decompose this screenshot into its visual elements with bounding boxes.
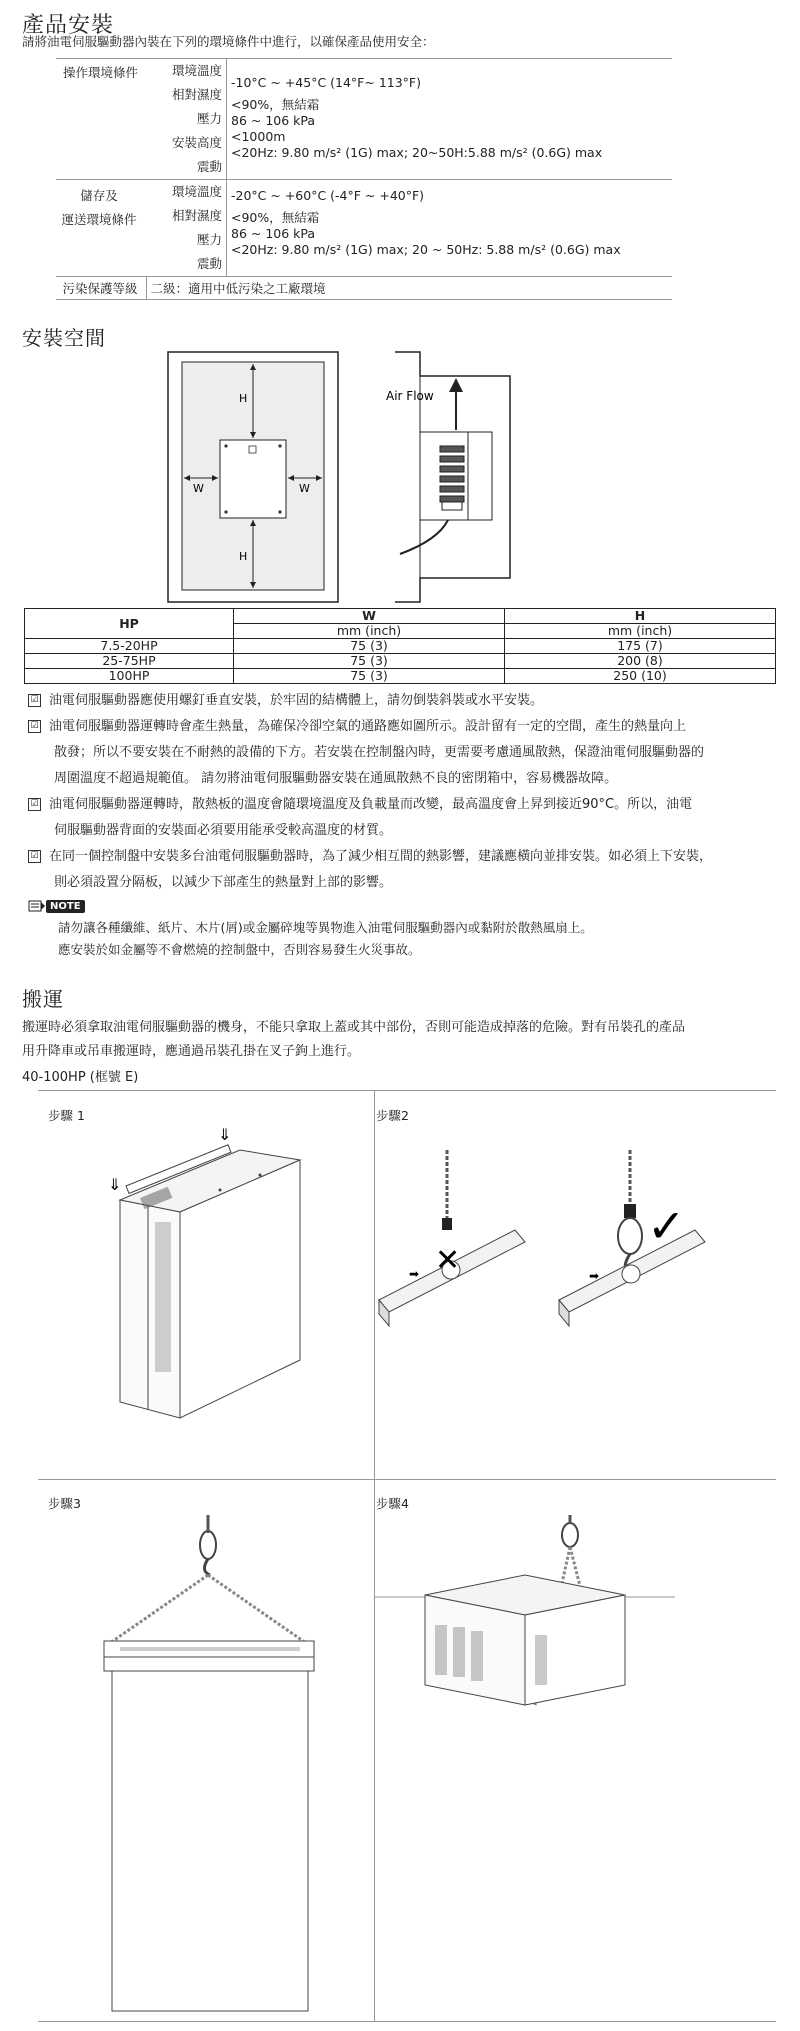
env-value: 86 ~ 106 kPa <box>231 113 316 128</box>
env-label: 相對濕度 <box>171 208 222 223</box>
list-item <box>28 688 788 714</box>
env-value: <90%，無結霜 <box>231 97 320 112</box>
cell-hp: 100HP <box>25 669 234 684</box>
arrow-down-icon: ⇓ <box>218 1125 232 1144</box>
table-row <box>25 654 776 669</box>
checklist-text: 在同一個控制盤中安裝多台油電伺服驅動器時，為了減少相互間的熱影響，建議應橫向並排安裝。如必須上下安裝， <box>49 849 713 864</box>
cell-h: 200 (8) <box>505 654 776 669</box>
env-row-pollution <box>56 277 672 300</box>
checkbox-icon: ☑ <box>28 694 41 707</box>
transport-line: 用升降車或吊車搬運時，應通過吊裝孔掛在叉子鉤上進行。 <box>22 1044 361 1059</box>
frame-label: 40-100HP (框號 E) <box>22 1070 139 1085</box>
checkbox-icon: ☑ <box>28 850 41 863</box>
checkbox-icon: ☑ <box>28 798 41 811</box>
wrong-hook-method <box>379 1150 525 1326</box>
env-label: 相對濕度 <box>171 87 222 102</box>
cell-w: 75 (3) <box>234 669 505 684</box>
transport-line: 搬運時必須拿取油電伺服驅動器的機身，不能只拿取上蓋或其中部份，否則可能造成掉落的危險。對有吊裝孔的產品 <box>22 1020 686 1035</box>
checkbox-icon: ☑ <box>28 720 41 733</box>
table-row <box>25 639 776 654</box>
env-values-operation <box>227 59 673 180</box>
note-text: 請勿讓各種纖維、紙片、木片(屑)或金屬碎塊等異物進入油電伺服驅動器內或黏附於散熱風扇上。 <box>58 920 593 935</box>
note-block <box>28 898 593 961</box>
env-value: 86 ~ 106 kPa <box>231 226 316 241</box>
checklist-text: 伺服驅動器背面的安裝面必須要用能承受較高溫度的材質。 <box>54 823 393 838</box>
checklist-text: 油電伺服驅動器運轉時會產生熱量，為確保冷卻空氣的通路應如圖所示。設計留有一定的空間，產生的熱量向上 <box>49 719 687 734</box>
chain-right <box>208 1575 306 1643</box>
env-category-line: 運送環境條件 <box>61 212 137 227</box>
install-checklist <box>28 688 788 896</box>
step-3-illustration <box>90 1515 330 2015</box>
arrow-right-icon: ➡ <box>409 1267 420 1281</box>
drive-body <box>112 1671 308 2011</box>
drive-front <box>220 440 286 518</box>
airflow-label: Air Flow <box>386 389 434 403</box>
env-category-line: 儲存及 <box>80 188 118 203</box>
step-4-illustration <box>375 1515 675 1715</box>
env-value: <20Hz: 9.80 m/s² (1G) max; 20~50H:5.88 m/s² (0.6G) max <box>231 145 603 160</box>
env-label: 安裝高度 <box>171 135 222 150</box>
check-icon: ✓ <box>647 1199 686 1253</box>
clearance-diagram <box>160 350 560 608</box>
w-right-label: W <box>299 482 310 495</box>
h-top-label: H <box>239 392 248 405</box>
table-row <box>25 669 776 684</box>
env-value: -20°C ~ +60°C (-4°F ~ +40°F) <box>231 188 425 203</box>
crane-hook <box>204 1559 210 1575</box>
cell-w: 75 (3) <box>234 654 505 669</box>
list-item <box>28 792 788 844</box>
environment-table <box>56 58 672 300</box>
cell-h: 250 (10) <box>505 669 776 684</box>
clearance-header-h: H <box>505 609 776 624</box>
checklist-text: 散發；所以不要安裝在不耐熱的設備的下方。若安裝在控制盤內時，更需要考慮通風散熱，保證油電伺服驅動器的 <box>54 745 705 760</box>
cell-w: 75 (3) <box>234 639 505 654</box>
step-3-label: 步驟3 <box>48 1496 81 1511</box>
list-item <box>28 844 788 896</box>
clearance-header-hp: HP <box>25 609 234 639</box>
step-4-label: 步驟4 <box>376 1496 409 1511</box>
note-text: 應安裝於如金屬等不會燃燒的控制盤中，否則容易發生火災事故。 <box>58 942 421 957</box>
env-label: 震動 <box>196 256 222 271</box>
arrow-right-icon: ➡ <box>589 1269 600 1283</box>
env-value: <1000m <box>231 129 286 144</box>
chain-left <box>110 1575 208 1643</box>
clearance-unit-h: mm (inch) <box>505 624 776 639</box>
cable <box>400 520 448 554</box>
env-values-storage <box>227 180 673 277</box>
step-1-illustration <box>100 1125 320 1430</box>
transport-text <box>22 1016 685 1064</box>
env-category-storage <box>56 180 146 277</box>
checklist-text: 油電伺服驅動器應使用螺釘垂直安裝，於牢固的結構體上，請勿倒裝斜裝或水平安裝。 <box>49 693 544 708</box>
env-row-operation <box>56 59 672 180</box>
env-value: <20Hz: 9.80 m/s² (1G) max; 20 ~ 50Hz: 5.88 m/s² (0.6G) max <box>231 242 621 257</box>
env-label: 壓力 <box>196 111 222 126</box>
transport-title: 搬運 <box>22 987 64 1011</box>
clearance-unit-w: mm (inch) <box>234 624 505 639</box>
step-1-label: 步驟 1 <box>48 1108 85 1123</box>
w-left-label: W <box>193 482 204 495</box>
env-value-pollution: 二級：適用中低污染之工廠環境 <box>146 277 672 300</box>
install-intro: 請將油電伺服驅動器內裝在下列的環境條件中進行，以確保產品使用安全： <box>22 34 435 49</box>
env-label: 壓力 <box>196 232 222 247</box>
env-value: <90%，無結霜 <box>231 210 320 225</box>
env-category-pollution: 污染保護等級 <box>56 277 146 300</box>
h-bottom-label: H <box>239 550 248 563</box>
cross-icon: ✕ <box>435 1243 461 1278</box>
space-title: 安裝空間 <box>22 326 106 350</box>
note-icon <box>28 899 85 913</box>
env-label: 震動 <box>196 159 222 174</box>
step-2-illustration <box>375 1130 686 1360</box>
install-title: 產品安裝 <box>22 13 115 38</box>
cell-hp: 25-75HP <box>25 654 234 669</box>
env-row-storage <box>56 180 672 277</box>
checklist-text: 周圍溫度不超過規範值。 請勿將油電伺服驅動器安裝在通風散熱不良的密閉箱中，容易機器故障。 <box>54 771 618 786</box>
clearance-table <box>24 608 776 684</box>
cell-h: 175 (7) <box>505 639 776 654</box>
list-item <box>28 714 788 792</box>
arrow-down-icon: ⇓ <box>108 1175 122 1194</box>
clearance-header-row <box>25 609 776 624</box>
clearance-header-w: W <box>234 609 505 624</box>
env-labels-storage <box>146 180 227 277</box>
checklist-text: 則必須設置分隔板，以減少下部產生的熱量對上部的影響。 <box>54 875 393 890</box>
checklist-text: 油電伺服驅動器運轉時，散熱板的溫度會隨環境溫度及負載量而改變，最高溫度會上昇到接近90°C。所以，油電 <box>49 797 693 812</box>
env-labels-operation <box>146 59 227 180</box>
env-label: 環境溫度 <box>171 63 222 78</box>
env-category-operation: 操作環境條件 <box>56 59 146 180</box>
cell-hp: 7.5-20HP <box>25 639 234 654</box>
note-badge: NOTE <box>46 900 85 913</box>
step-2-label: 步驟2 <box>376 1108 409 1123</box>
env-label: 環境溫度 <box>171 184 222 199</box>
env-value: -10°C ~ +45°C (14°F~ 113°F) <box>231 75 421 90</box>
